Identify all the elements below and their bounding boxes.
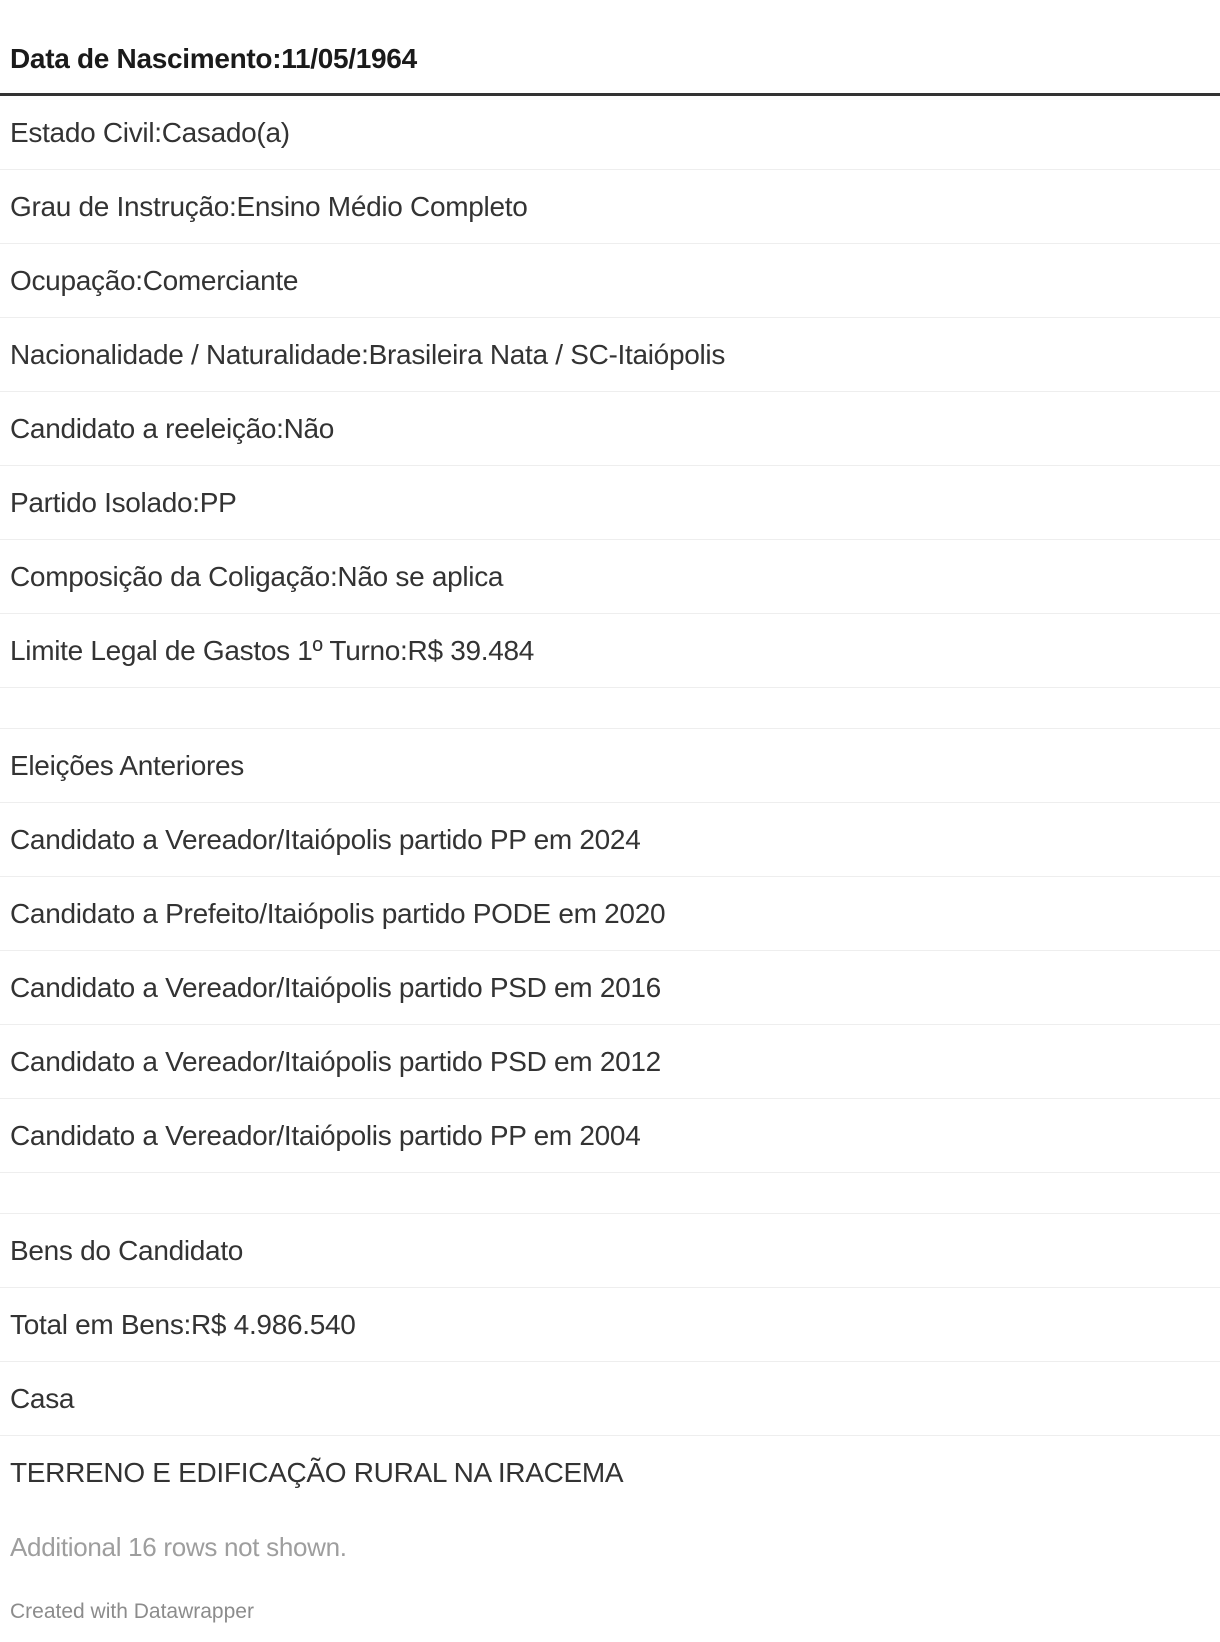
table-row: Candidato a Prefeito/Itaiópolis partido PODE em 2020 (0, 877, 1220, 951)
table-row: Bens do Candidato (0, 1214, 1220, 1288)
rows-not-shown-note: Additional 16 rows not shown. (10, 1531, 347, 1562)
table-row: Partido Isolado:PP (0, 466, 1220, 540)
table-row: Candidato a Vereador/Itaiópolis partido PSD em 2016 (0, 951, 1220, 1025)
table-row: Composição da Coligação:Não se aplica (0, 540, 1220, 614)
table-row-spacer (0, 1173, 1220, 1214)
table-row: Candidato a Vereador/Itaiópolis partido PSD em 2012 (0, 1025, 1220, 1099)
table-row: Eleições Anteriores (0, 729, 1220, 803)
table-row: Estado Civil:Casado(a) (0, 96, 1220, 170)
table-row: Nacionalidade / Naturalidade:Brasileira Nata / SC-Itaiópolis (0, 318, 1220, 392)
table-row: Casa (0, 1362, 1220, 1436)
datawrapper-attribution-link[interactable]: Created with Datawrapper (10, 1600, 254, 1623)
table-row: Candidato a reeleição:Não (0, 392, 1220, 466)
table-row: Grau de Instrução:Ensino Médio Completo (0, 170, 1220, 244)
table-row-spacer (0, 688, 1220, 729)
table-row: Ocupação:Comerciante (0, 244, 1220, 318)
table-row: Candidato a Vereador/Itaiópolis partido PP em 2024 (0, 803, 1220, 877)
table-body (0, 96, 1220, 1510)
table-row: Candidato a Vereador/Itaiópolis partido PP em 2004 (0, 1099, 1220, 1173)
table-row: Total em Bens:R$ 4.986.540 (0, 1288, 1220, 1362)
table-header-birthdate: Data de Nascimento:11/05/1964 (0, 0, 1220, 96)
table-row: TERRENO E EDIFICAÇÃO RURAL NA IRACEMA (10, 1457, 624, 1488)
table-row: Limite Legal de Gastos 1º Turno:R$ 39.484 (0, 614, 1220, 688)
